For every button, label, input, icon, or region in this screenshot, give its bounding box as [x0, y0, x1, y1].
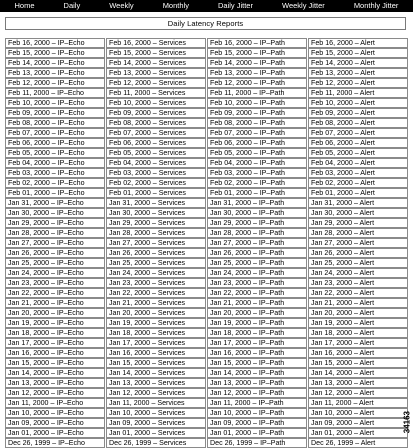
report-link[interactable]: Feb 14, 2000 – IP–Echo: [5, 58, 105, 68]
report-link[interactable]: Feb 01, 2000 – IP–Echo: [5, 188, 105, 198]
report-link[interactable]: Feb 02, 2000 – Services: [106, 178, 206, 188]
report-link[interactable]: Jan 22, 2000 – Services: [106, 288, 206, 298]
report-link[interactable]: Feb 11, 2000 – Alert: [308, 88, 408, 98]
report-link[interactable]: Feb 10, 2000 – IP–Path: [207, 98, 307, 108]
report-link[interactable]: Jan 27, 2000 – Alert: [308, 238, 408, 248]
report-link[interactable]: Jan 23, 2000 – IP–Path: [207, 278, 307, 288]
report-link[interactable]: Jan 28, 2000 – IP–Echo: [5, 228, 105, 238]
report-link[interactable]: Jan 24, 2000 – Alert: [308, 268, 408, 278]
report-link[interactable]: Feb 15, 2000 – Alert: [308, 48, 408, 58]
report-link[interactable]: Feb 10, 2000 – Alert: [308, 98, 408, 108]
report-link[interactable]: Dec 26, 1999 – Alert: [308, 438, 408, 448]
report-link[interactable]: Dec 26, 1999 – Services: [106, 438, 206, 448]
report-link[interactable]: Jan 19, 2000 – Services: [106, 318, 206, 328]
report-link[interactable]: Jan 26, 2000 – Alert: [308, 248, 408, 258]
report-link[interactable]: Feb 16, 2000 – Services: [106, 38, 206, 48]
report-link[interactable]: Jan 10, 2000 – IP–Echo: [5, 408, 105, 418]
report-link[interactable]: Jan 24, 2000 – IP–Echo: [5, 268, 105, 278]
report-link[interactable]: Jan 15, 2000 – IP–Echo: [5, 358, 105, 368]
report-link[interactable]: Jan 01, 2000 – Alert: [308, 428, 408, 438]
report-link[interactable]: Feb 10, 2000 – Services: [106, 98, 206, 108]
report-link[interactable]: Jan 09, 2000 – IP–Echo: [5, 418, 105, 428]
report-link[interactable]: Jan 14, 2000 – IP–Path: [207, 368, 307, 378]
report-link[interactable]: Feb 14, 2000 – Alert: [308, 58, 408, 68]
report-link[interactable]: Jan 29, 2000 – Services: [106, 218, 206, 228]
nav-link-daily[interactable]: Daily: [63, 1, 81, 10]
report-link[interactable]: Feb 13, 2000 – Alert: [308, 68, 408, 78]
report-link[interactable]: Feb 16, 2000 – IP–Echo: [5, 38, 105, 48]
report-link[interactable]: Jan 11, 2000 – Alert: [308, 398, 408, 408]
report-link[interactable]: Jan 21, 2000 – IP–Path: [207, 298, 307, 308]
report-link[interactable]: Feb 12, 2000 – IP–Path: [207, 78, 307, 88]
report-link[interactable]: Jan 17, 2000 – Alert: [308, 338, 408, 348]
report-link[interactable]: Jan 29, 2000 – IP–Path: [207, 218, 307, 228]
report-link[interactable]: Jan 28, 2000 – Alert: [308, 228, 408, 238]
report-link[interactable]: Jan 01, 2000 – Services: [106, 428, 206, 438]
report-link[interactable]: Feb 02, 2000 – IP–Echo: [5, 178, 105, 188]
report-link[interactable]: Jan 19, 2000 – Alert: [308, 318, 408, 328]
report-link[interactable]: Jan 31, 2000 – Services: [106, 198, 206, 208]
report-link[interactable]: Jan 30, 2000 – Services: [106, 208, 206, 218]
report-link[interactable]: Jan 17, 2000 – IP–Echo: [5, 338, 105, 348]
report-link[interactable]: Feb 09, 2000 – IP–Path: [207, 108, 307, 118]
report-link[interactable]: Jan 26, 2000 – Services: [106, 248, 206, 258]
report-link[interactable]: Feb 13, 2000 – IP–Echo: [5, 68, 105, 78]
report-link[interactable]: Jan 11, 2000 – IP–Path: [207, 398, 307, 408]
report-link[interactable]: Jan 18, 2000 – Services: [106, 328, 206, 338]
report-link[interactable]: Feb 16, 2000 – IP–Path: [207, 38, 307, 48]
report-link[interactable]: Dec 26, 1999 – IP–Echo: [5, 438, 105, 448]
report-link[interactable]: Jan 19, 2000 – IP–Path: [207, 318, 307, 328]
report-link[interactable]: Feb 01, 2000 – IP–Path: [207, 188, 307, 198]
report-link[interactable]: Jan 17, 2000 – IP–Path: [207, 338, 307, 348]
report-link[interactable]: Feb 06, 2000 – Alert: [308, 138, 408, 148]
report-link[interactable]: Jan 01, 2000 – IP–Echo: [5, 428, 105, 438]
report-link[interactable]: Jan 24, 2000 – IP–Path: [207, 268, 307, 278]
page-title: Daily Latency Reports: [5, 17, 406, 30]
report-link[interactable]: Jan 12, 2000 – Alert: [308, 388, 408, 398]
report-link[interactable]: Jan 16, 2000 – IP–Path: [207, 348, 307, 358]
top-navigation-bar: [0, 0, 413, 12]
report-link[interactable]: Feb 06, 2000 – IP–Echo: [5, 138, 105, 148]
report-link[interactable]: Feb 05, 2000 – IP–Echo: [5, 148, 105, 158]
report-link[interactable]: Dec 26, 1999 – IP–Path: [207, 438, 307, 448]
report-link[interactable]: Jan 21, 2000 – Alert: [308, 298, 408, 308]
report-link[interactable]: Jan 24, 2000 – Services: [106, 268, 206, 278]
report-link[interactable]: Feb 15, 2000 – IP–Echo: [5, 48, 105, 58]
report-link[interactable]: Jan 13, 2000 – IP–Echo: [5, 378, 105, 388]
report-link[interactable]: Feb 09, 2000 – Alert: [308, 108, 408, 118]
report-link[interactable]: Feb 05, 2000 – IP–Path: [207, 148, 307, 158]
report-link[interactable]: Jan 22, 2000 – Alert: [308, 288, 408, 298]
report-link[interactable]: Jan 01, 2000 – IP–Path: [207, 428, 307, 438]
report-link[interactable]: Jan 13, 2000 – Alert: [308, 378, 408, 388]
report-link[interactable]: Feb 09, 2000 – Services: [106, 108, 206, 118]
report-link[interactable]: Jan 31, 2000 – IP–Echo: [5, 198, 105, 208]
report-link[interactable]: Feb 12, 2000 – Alert: [308, 78, 408, 88]
nav-link-monthly[interactable]: Monthly: [162, 1, 189, 10]
report-link[interactable]: Feb 11, 2000 – Services: [106, 88, 206, 98]
report-link[interactable]: Jan 31, 2000 – IP–Path: [207, 198, 307, 208]
report-link[interactable]: Jan 12, 2000 – Services: [106, 388, 206, 398]
report-link[interactable]: Jan 13, 2000 – IP–Path: [207, 378, 307, 388]
report-link[interactable]: Jan 31, 2000 – Alert: [308, 198, 408, 208]
report-link[interactable]: Feb 08, 2000 – Alert: [308, 118, 408, 128]
report-link[interactable]: Jan 15, 2000 – Services: [106, 358, 206, 368]
report-link[interactable]: Feb 05, 2000 – Alert: [308, 148, 408, 158]
report-link[interactable]: Feb 06, 2000 – IP–Path: [207, 138, 307, 148]
report-link[interactable]: Jan 16, 2000 – Services: [106, 348, 206, 358]
report-link[interactable]: Feb 13, 2000 – Services: [106, 68, 206, 78]
report-link[interactable]: Jan 29, 2000 – Alert: [308, 218, 408, 228]
report-link[interactable]: Feb 03, 2000 – Services: [106, 168, 206, 178]
report-link[interactable]: Jan 20, 2000 – IP–Path: [207, 308, 307, 318]
report-link[interactable]: Jan 27, 2000 – Services: [106, 238, 206, 248]
report-link[interactable]: Jan 12, 2000 – IP–Path: [207, 388, 307, 398]
nav-link-home[interactable]: Home: [14, 1, 35, 10]
report-link[interactable]: Jan 16, 2000 – Alert: [308, 348, 408, 358]
report-link[interactable]: Jan 30, 2000 – Alert: [308, 208, 408, 218]
report-link[interactable]: Feb 12, 2000 – IP–Echo: [5, 78, 105, 88]
report-link[interactable]: Feb 09, 2000 – IP–Echo: [5, 108, 105, 118]
report-link[interactable]: Feb 08, 2000 – IP–Echo: [5, 118, 105, 128]
report-link[interactable]: Jan 30, 2000 – IP–Path: [207, 208, 307, 218]
report-link[interactable]: Feb 14, 2000 – IP–Path: [207, 58, 307, 68]
report-link[interactable]: Jan 30, 2000 – IP–Echo: [5, 208, 105, 218]
report-link[interactable]: Jan 23, 2000 – IP–Echo: [5, 278, 105, 288]
report-link[interactable]: Jan 19, 2000 – IP–Echo: [5, 318, 105, 328]
report-link[interactable]: Jan 13, 2000 – Services: [106, 378, 206, 388]
report-link[interactable]: Jan 28, 2000 – IP–Path: [207, 228, 307, 238]
report-link[interactable]: Feb 11, 2000 – IP–Echo: [5, 88, 105, 98]
report-link[interactable]: Feb 16, 2000 – Alert: [308, 38, 408, 48]
report-link[interactable]: Jan 09, 2000 – Services: [106, 418, 206, 428]
report-link[interactable]: Feb 15, 2000 – Services: [106, 48, 206, 58]
report-link[interactable]: Jan 18, 2000 – IP–Path: [207, 328, 307, 338]
report-link[interactable]: Jan 21, 2000 – Services: [106, 298, 206, 308]
nav-link-monthly-jitter[interactable]: Monthly Jitter: [353, 1, 399, 10]
report-link[interactable]: Jan 20, 2000 – Services: [106, 308, 206, 318]
nav-link-weekly-jitter[interactable]: Weekly Jitter: [282, 1, 325, 10]
report-link[interactable]: Feb 03, 2000 – IP–Path: [207, 168, 307, 178]
report-link[interactable]: Feb 06, 2000 – Services: [106, 138, 206, 148]
report-link[interactable]: Jan 22, 2000 – IP–Echo: [5, 288, 105, 298]
report-link[interactable]: Jan 25, 2000 – Alert: [308, 258, 408, 268]
nav-link-daily-jitter[interactable]: Daily Jitter: [217, 1, 253, 10]
report-link[interactable]: Feb 04, 2000 – Alert: [308, 158, 408, 168]
report-link[interactable]: Jan 10, 2000 – Services: [106, 408, 206, 418]
report-link[interactable]: Jan 27, 2000 – IP–Path: [207, 238, 307, 248]
report-link[interactable]: Jan 18, 2000 – Alert: [308, 328, 408, 338]
report-link[interactable]: Jan 22, 2000 – IP–Path: [207, 288, 307, 298]
report-link[interactable]: Feb 07, 2000 – Alert: [308, 128, 408, 138]
report-link[interactable]: Feb 03, 2000 – Alert: [308, 168, 408, 178]
report-link[interactable]: Jan 25, 2000 – IP–Echo: [5, 258, 105, 268]
report-link[interactable]: Feb 05, 2000 – Services: [106, 148, 206, 158]
report-link[interactable]: Feb 11, 2000 – IP–Path: [207, 88, 307, 98]
report-link[interactable]: Feb 08, 2000 – IP–Path: [207, 118, 307, 128]
report-link[interactable]: Jan 14, 2000 – IP–Echo: [5, 368, 105, 378]
report-link[interactable]: Jan 11, 2000 – Services: [106, 398, 206, 408]
report-link[interactable]: Jan 17, 2000 – Services: [106, 338, 206, 348]
report-link[interactable]: Jan 10, 2000 – Alert: [308, 408, 408, 418]
report-link[interactable]: Feb 01, 2000 – Services: [106, 188, 206, 198]
report-link[interactable]: Feb 07, 2000 – IP–Path: [207, 128, 307, 138]
report-link[interactable]: Jan 18, 2000 – IP–Echo: [5, 328, 105, 338]
report-link[interactable]: Feb 02, 2000 – Alert: [308, 178, 408, 188]
report-link[interactable]: Jan 25, 2000 – Services: [106, 258, 206, 268]
report-link[interactable]: Jan 20, 2000 – IP–Echo: [5, 308, 105, 318]
report-link[interactable]: Feb 01, 2000 – Alert: [308, 188, 408, 198]
report-link[interactable]: Jan 09, 2000 – Alert: [308, 418, 408, 428]
report-link[interactable]: Jan 26, 2000 – IP–Path: [207, 248, 307, 258]
report-link[interactable]: Feb 07, 2000 – IP–Echo: [5, 128, 105, 138]
report-link[interactable]: Feb 08, 2000 – Services: [106, 118, 206, 128]
report-link[interactable]: Feb 14, 2000 – Services: [106, 58, 206, 68]
report-link[interactable]: Feb 03, 2000 – IP–Echo: [5, 168, 105, 178]
report-link[interactable]: Jan 28, 2000 – Services: [106, 228, 206, 238]
report-link[interactable]: Jan 14, 2000 – Alert: [308, 368, 408, 378]
report-link[interactable]: Jan 26, 2000 – IP–Echo: [5, 248, 105, 258]
report-link[interactable]: Jan 11, 2000 – IP–Echo: [5, 398, 105, 408]
report-link[interactable]: Feb 15, 2000 – IP–Path: [207, 48, 307, 58]
report-link[interactable]: Jan 25, 2000 – IP–Path: [207, 258, 307, 268]
report-link[interactable]: Jan 20, 2000 – Alert: [308, 308, 408, 318]
report-link[interactable]: Jan 15, 2000 – Alert: [308, 358, 408, 368]
report-grid: [5, 38, 406, 448]
figure-id: 34163: [402, 411, 411, 434]
report-link[interactable]: Feb 02, 2000 – IP–Path: [207, 178, 307, 188]
report-link[interactable]: Jan 23, 2000 – Alert: [308, 278, 408, 288]
report-link[interactable]: Jan 21, 2000 – IP–Echo: [5, 298, 105, 308]
report-link[interactable]: Jan 27, 2000 – IP–Echo: [5, 238, 105, 248]
report-link[interactable]: Jan 10, 2000 – IP–Path: [207, 408, 307, 418]
report-link[interactable]: Feb 04, 2000 – IP–Path: [207, 158, 307, 168]
report-link[interactable]: Feb 10, 2000 – IP–Echo: [5, 98, 105, 108]
report-link[interactable]: Feb 04, 2000 – IP–Echo: [5, 158, 105, 168]
report-link[interactable]: Jan 15, 2000 – IP–Path: [207, 358, 307, 368]
report-link[interactable]: Jan 23, 2000 – Services: [106, 278, 206, 288]
report-link[interactable]: Jan 12, 2000 – IP–Echo: [5, 388, 105, 398]
report-link[interactable]: Jan 16, 2000 – IP–Echo: [5, 348, 105, 358]
report-link[interactable]: Feb 13, 2000 – IP–Path: [207, 68, 307, 78]
report-link[interactable]: Jan 14, 2000 – Services: [106, 368, 206, 378]
report-link[interactable]: Jan 09, 2000 – IP–Path: [207, 418, 307, 428]
report-link[interactable]: Feb 04, 2000 – Services: [106, 158, 206, 168]
report-link[interactable]: Feb 12, 2000 – Services: [106, 78, 206, 88]
nav-link-weekly[interactable]: Weekly: [109, 1, 134, 10]
report-link[interactable]: Jan 29, 2000 – IP–Echo: [5, 218, 105, 228]
report-link[interactable]: Feb 07, 2000 – Services: [106, 128, 206, 138]
